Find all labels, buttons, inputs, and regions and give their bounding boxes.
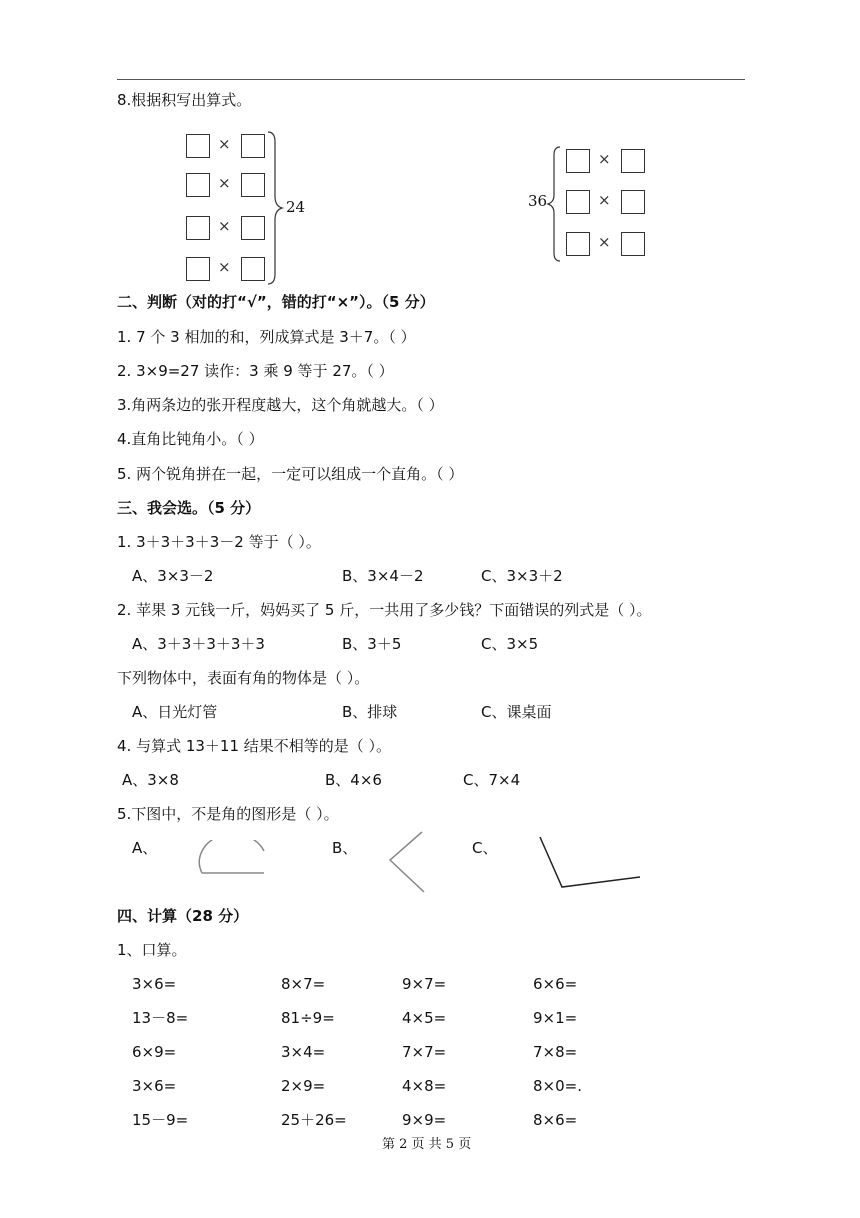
header-rule xyxy=(117,79,745,80)
choice-q1-stem: 1. 3＋3＋3＋3－2 等于（ ）。 xyxy=(117,533,321,551)
calc-item: 3×6= xyxy=(132,1077,177,1095)
calc-item: 25＋26= xyxy=(281,1111,347,1129)
calc-item: 8×6= xyxy=(533,1111,578,1129)
calc-item: 4×5= xyxy=(402,1009,447,1027)
q8-left-product: 24 xyxy=(286,198,306,216)
choice-q1-option-b: B、3×4－2 xyxy=(342,567,424,585)
calc-item: 13－8= xyxy=(132,1009,189,1027)
times-sign: × xyxy=(218,217,231,235)
judgement-item-2: 2. 3×9=27 读作：3 乘 9 等于 27。（ ） xyxy=(117,362,394,380)
calc-item: 8×0=. xyxy=(533,1077,582,1095)
answer-box[interactable] xyxy=(621,149,645,173)
calc-item: 3×4= xyxy=(281,1043,326,1061)
calc-item: 9×7= xyxy=(402,975,447,993)
calc-item: 8×7= xyxy=(281,975,326,993)
choice-q2-option-b: B、3＋5 xyxy=(342,635,402,653)
judgement-item-1: 1. 7 个 3 相加的和，列成算式是 3＋7。（ ） xyxy=(117,328,416,346)
calc-item: 9×1= xyxy=(533,1009,578,1027)
choice-q4-option-b: B、4×6 xyxy=(325,771,382,789)
choice-q5-stem: 5.下图中，不是角的图形是（ ）。 xyxy=(117,805,339,823)
answer-box[interactable] xyxy=(621,232,645,256)
choice-q4-stem: 4. 与算式 13＋11 结果不相等的是（ ）。 xyxy=(117,737,392,755)
choice-q2-stem: 2. 苹果 3 元钱一斤，妈妈买了 5 斤，一共用了多少钱？下面错误的列式是（ ）。 xyxy=(117,601,652,619)
calc-item: 3×6= xyxy=(132,975,177,993)
times-sign: × xyxy=(598,191,611,209)
calc-item: 4×8= xyxy=(402,1077,447,1095)
choice-q3-option-a: A、日光灯管 xyxy=(132,703,218,721)
calc-item: 7×7= xyxy=(402,1043,447,1061)
choice-q2-option-c: C、3×5 xyxy=(481,635,539,653)
calc-item: 9×9= xyxy=(402,1111,447,1129)
judgement-item-3: 3.角两条边的张开程度越大，这个角就越大。（ ） xyxy=(117,396,444,414)
answer-box[interactable] xyxy=(186,134,210,158)
angle-figure-c xyxy=(536,833,644,891)
angle-figure-b xyxy=(386,830,428,896)
page-footer: 第 2 页 共 5 页 xyxy=(382,1137,472,1152)
calc-item: 7×8= xyxy=(533,1043,578,1061)
answer-box[interactable] xyxy=(241,134,265,158)
answer-box[interactable] xyxy=(186,173,210,197)
judgement-item-4: 4.直角比钝角小。（ ） xyxy=(117,430,264,448)
answer-box[interactable] xyxy=(186,216,210,240)
times-sign: × xyxy=(598,150,611,168)
choice-q3-option-b: B、排球 xyxy=(342,703,398,721)
semicircle-figure xyxy=(196,840,270,876)
right-brace-icon xyxy=(266,130,286,286)
times-sign: × xyxy=(218,135,231,153)
judgement-item-5: 5. 两个锐角拼在一起，一定可以组成一个直角。（ ） xyxy=(117,465,464,483)
answer-box[interactable] xyxy=(186,257,210,281)
answer-box[interactable] xyxy=(566,232,590,256)
answer-box[interactable] xyxy=(241,257,265,281)
choice-q3-option-c: C、课桌面 xyxy=(481,703,552,721)
calc-item: 6×6= xyxy=(533,975,578,993)
choice-q1-option-c: C、3×3＋2 xyxy=(481,567,563,585)
times-sign: × xyxy=(598,233,611,251)
choice-q2-option-a: A、3＋3＋3＋3＋3 xyxy=(132,635,265,653)
section2-heading: 二、判断（对的打“√”，错的打“×”）。（5 分） xyxy=(117,293,435,311)
answer-box[interactable] xyxy=(566,149,590,173)
calc-item: 6×9= xyxy=(132,1043,177,1061)
choice-q1-option-a: A、3×3－2 xyxy=(132,567,214,585)
times-sign: × xyxy=(218,174,231,192)
times-sign: × xyxy=(218,258,231,276)
choice-q5-option-c: C、 xyxy=(472,839,498,857)
q8-right-product: 36 xyxy=(528,192,548,210)
left-brace-icon xyxy=(546,145,562,263)
answer-box[interactable] xyxy=(621,190,645,214)
calc-item: 2×9= xyxy=(281,1077,326,1095)
calc-item: 15－9= xyxy=(132,1111,189,1129)
answer-box[interactable] xyxy=(241,173,265,197)
answer-box[interactable] xyxy=(566,190,590,214)
calc-item: 81÷9= xyxy=(281,1009,335,1027)
q8-title: 8.根据积写出算式。 xyxy=(117,91,252,109)
choice-q3-stem: 下列物体中，表面有角的物体是（ ）。 xyxy=(117,669,370,687)
choice-q4-option-c: C、7×4 xyxy=(463,771,521,789)
oral-calc-label: 1、口算。 xyxy=(117,941,187,959)
section4-heading: 四、计算（28 分） xyxy=(117,907,249,925)
choice-q5-option-b: B、 xyxy=(332,839,358,857)
answer-box[interactable] xyxy=(241,216,265,240)
choice-q5-option-a: A、 xyxy=(132,839,158,857)
section3-heading: 三、我会选。（5 分） xyxy=(117,499,261,517)
choice-q4-option-a: A、3×8 xyxy=(122,771,179,789)
